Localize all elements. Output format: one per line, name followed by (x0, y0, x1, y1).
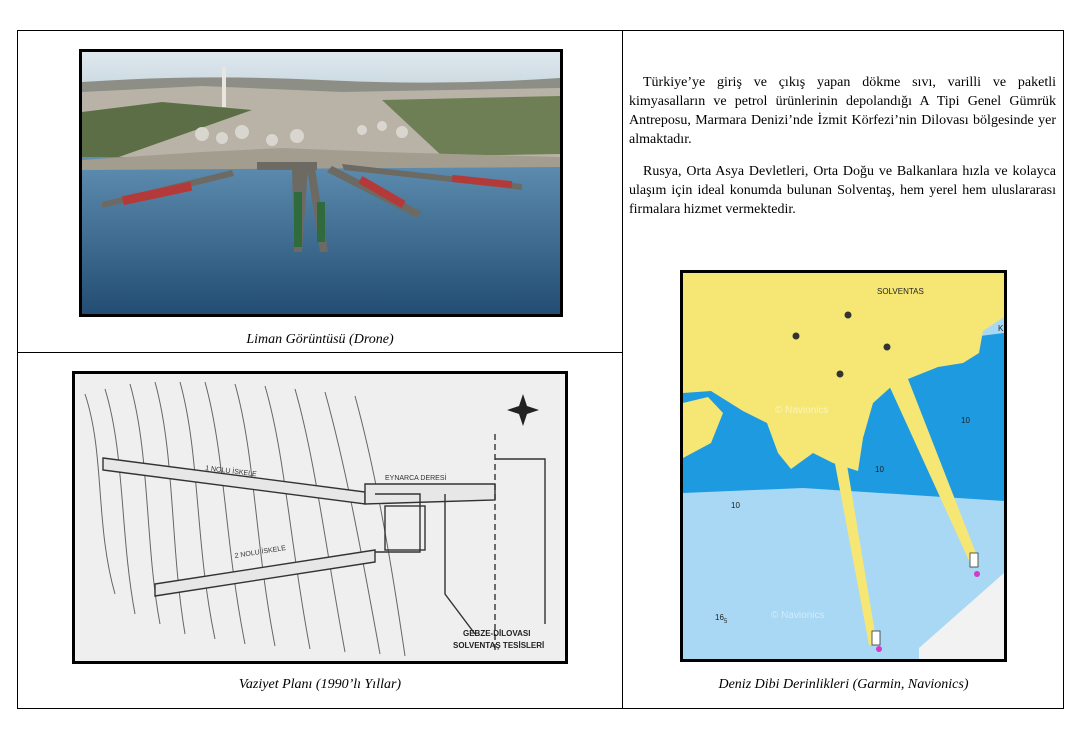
depth-label-1: 10 (961, 416, 970, 425)
watermark-2: © Navionics (771, 610, 825, 621)
table-divider-horizontal (17, 352, 623, 353)
depth-label-3: 10 (731, 501, 740, 510)
port-drone-photo (79, 49, 563, 317)
depth-label-4-sub: 5 (724, 619, 728, 625)
drone-caption: Liman Görüntüsü (Drone) (246, 332, 394, 347)
facility-name-line1: GEBZE-DİLOVASI (463, 629, 531, 638)
description-paragraph-2: Rusya, Orta Asya Devletleri, Orta Doğu ve Balkanlara hızla ve kolayca ulaşım için ideal konumda bulunan Solventaş, hem yerel hem uluslararası firmalara hizmet vermektedir. (629, 164, 1056, 217)
plan-caption: Vaziyet Planı (1990’lı Yıllar) (238, 677, 402, 692)
table-divider-vertical (622, 30, 623, 709)
jetty-2-label: 2 NOLU İSKELE (234, 544, 287, 560)
site-plan-drawing (72, 371, 568, 664)
description-paragraph-1: Türkiye’ye giriş ve çıkış yapan dökme sıvı, varilli ve paketli kimyasalların ve petrol ürünlerinin depolandığı A Tipi Genel Gümrük Antreposu, Marmara Denizi’nde İzmit Körfezi’nin Dilovası bölgesinde yer almaktadır. (629, 75, 1056, 147)
jetty-1-label: 1 NOLU İSKELE (204, 465, 257, 479)
watermark-1: © Navionics (775, 405, 829, 416)
compass-rose-icon (507, 394, 539, 426)
depth-label-2: 10 (875, 465, 884, 474)
depth-label-4: 16 (715, 613, 724, 622)
edge-mark: K (998, 324, 1004, 333)
facility-name-line2: SOLVENTAŞ TESİSLERİ (453, 641, 545, 650)
depth-chart (680, 270, 1007, 662)
chart-caption: Deniz Dibi Derinlikleri (Garmin, Navionics) (718, 677, 969, 692)
creek-label: EYNARCA DERESİ (385, 475, 447, 482)
chart-place-name: SOLVENTAS (877, 287, 924, 296)
